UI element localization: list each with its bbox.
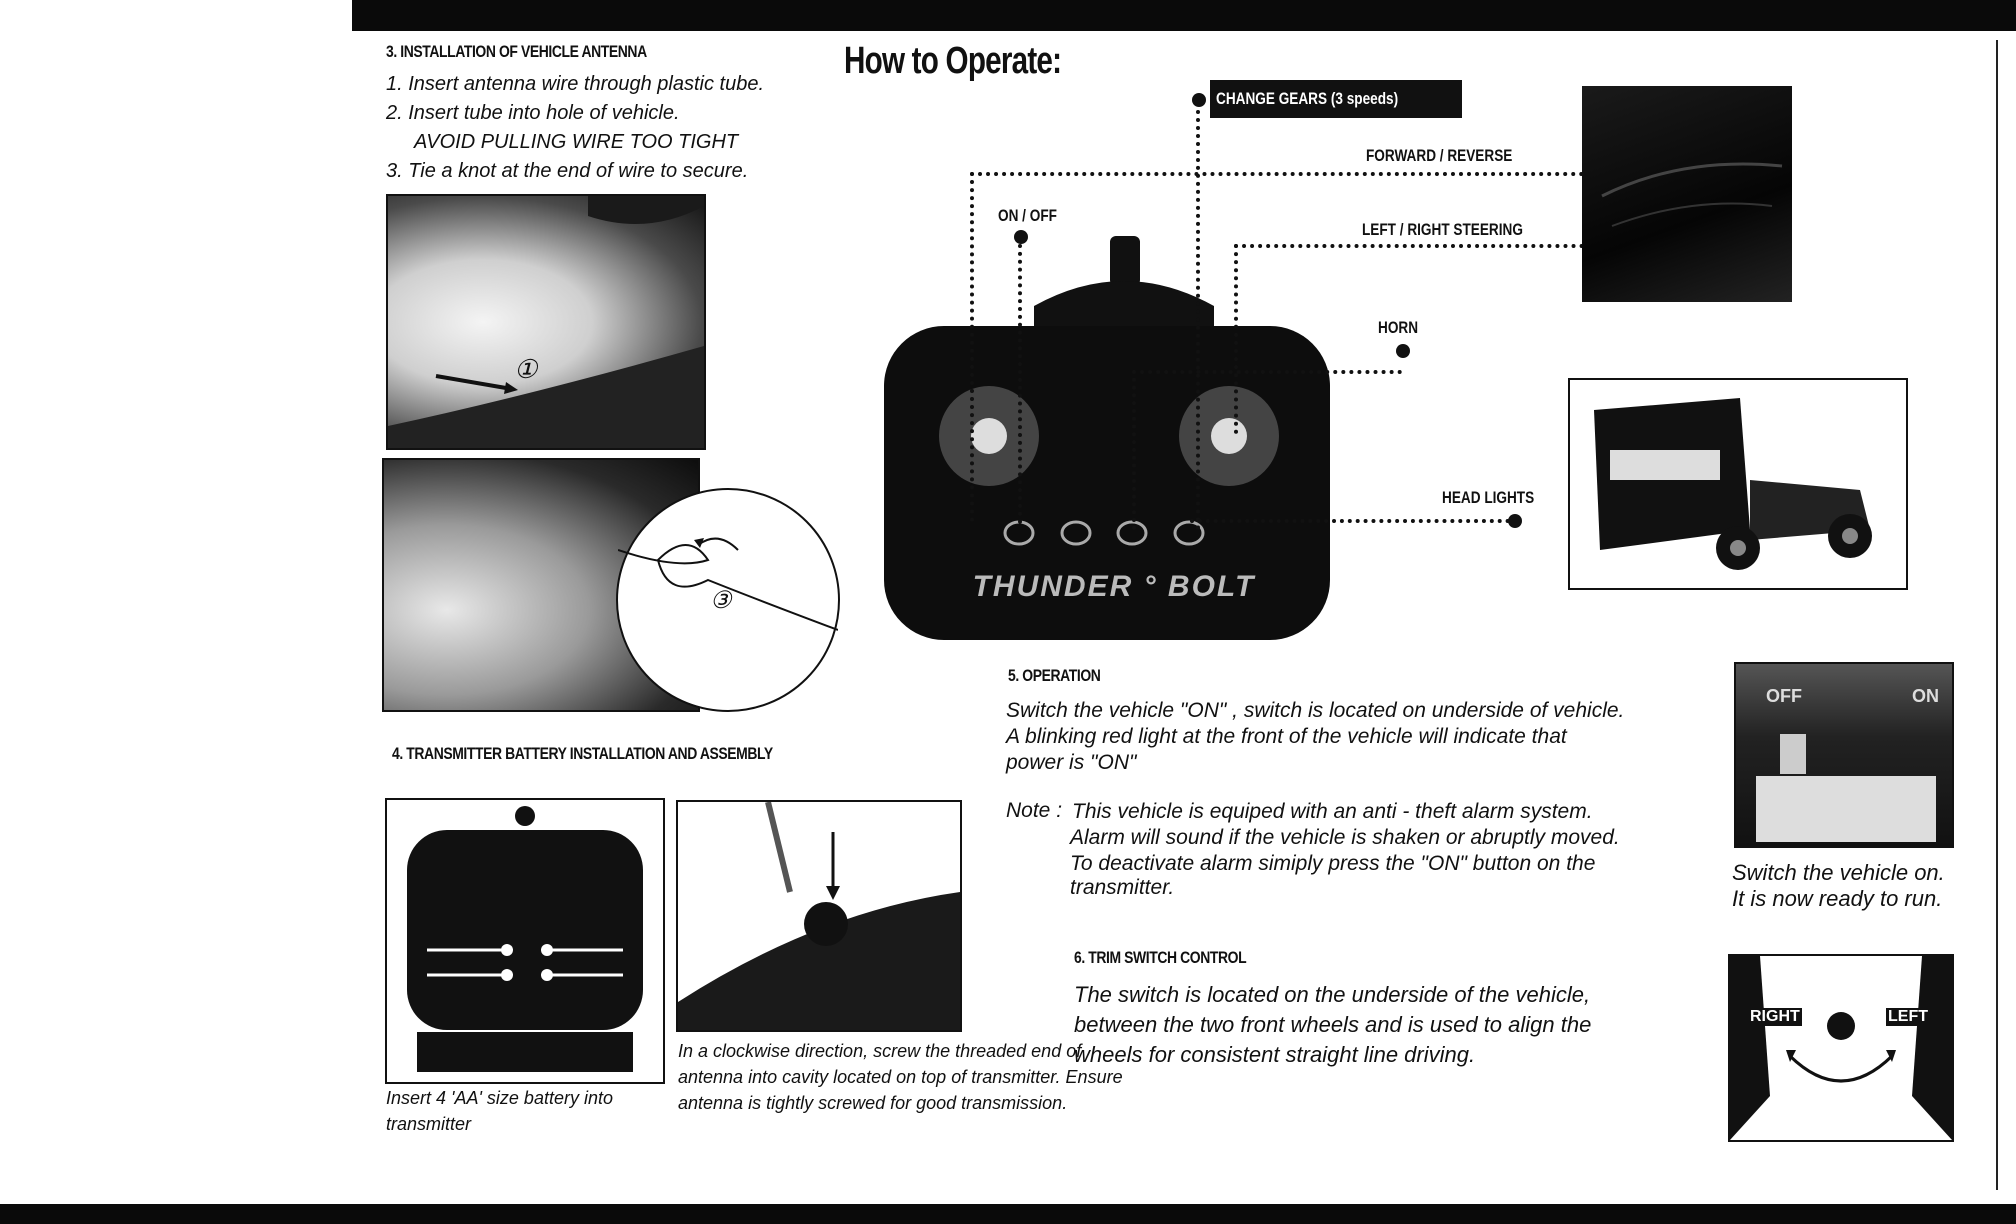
section5-line2: A blinking red light at the front of the vehicle will indicate that [1006, 725, 1567, 748]
antenna-photo-1 [386, 194, 706, 450]
on-off-label: ON / OFF [998, 206, 1057, 225]
battery-label [1756, 776, 1936, 842]
truck-photo [1568, 378, 1908, 590]
section5-line3: power is "ON" [1006, 751, 1137, 774]
forward-reverse-label: FORWARD / REVERSE [1366, 146, 1513, 165]
section6-title: 6. TRIM SWITCH CONTROL [1074, 948, 1247, 967]
section5-title: 5. OPERATION [1008, 666, 1101, 685]
head-lights-line [1190, 519, 1510, 523]
note-label: Note : [1006, 799, 1063, 822]
switch-on-text: ON [1912, 686, 1939, 706]
trim-photo [1728, 954, 1954, 1142]
section3-warning: AVOID PULLING WIRE TOO TIGHT [414, 131, 739, 153]
page-edge-line [1996, 40, 1998, 1190]
section6-line2: between the two front wheels and is used to align the [1074, 1012, 1592, 1037]
forward-reverse-drop [970, 172, 974, 522]
antenna-screw-image [676, 800, 962, 1032]
steering-drop [1234, 244, 1238, 434]
head-lights-label: HEAD LIGHTS [1442, 488, 1535, 507]
change-gears-label: CHANGE GEARS (3 speeds) [1216, 89, 1399, 108]
trim-left-label: LEFT [1888, 1008, 1928, 1025]
knot-detail-circle [616, 488, 840, 712]
horn-drop [1132, 370, 1136, 530]
transmitter-brand: THUNDER ° BOLT [972, 570, 1256, 603]
trim-right-label: RIGHT [1750, 1008, 1800, 1025]
horn-line [1132, 370, 1402, 374]
head-lights-dot [1508, 514, 1522, 528]
note-line1: This vehicle is equiped with an anti - theft alarm system. [1072, 800, 1593, 823]
steering-label: LEFT / RIGHT STEERING [1362, 220, 1523, 239]
note-line4: transmitter. [1070, 876, 1175, 899]
switch-photo [1734, 662, 1954, 848]
change-gears-label-box [1210, 80, 1462, 118]
section6-line3: wheels for consistent straight line driving. [1074, 1042, 1476, 1067]
section3-step1: 1. Insert antenna wire through plastic tube. [386, 73, 765, 95]
battery-caption: Insert 4 'AA' size battery into transmitter [386, 1088, 613, 1134]
forward-reverse-line [970, 172, 1584, 176]
top-bar [352, 0, 2016, 31]
section6-line1: The switch is located on the underside of the vehicle, [1074, 982, 1591, 1007]
antenna-caption: In a clockwise direction, screw the threaded end of antenna into cavity located on top of transmitter. Ensure antenna is tightly screwed for good transmission. [678, 1041, 1123, 1113]
battery-compartment-image [385, 798, 665, 1084]
horn-dot [1396, 344, 1410, 358]
marker-1: ① [514, 354, 538, 384]
note-line3: To deactivate alarm simiply press the "ON" button on the [1070, 852, 1596, 875]
transmitter-image [884, 236, 1330, 640]
section5-line1: Switch the vehicle "ON" , switch is located on underside of vehicle. [1006, 699, 1625, 722]
section3-step2: 2. Insert tube into hole of vehicle. [386, 102, 680, 124]
marker-3: ③ [710, 587, 732, 614]
section3-step3: 3. Tie a knot at the end of wire to secure. [386, 160, 749, 182]
section4-title: 4. TRANSMITTER BATTERY INSTALLATION AND ASSEMBLY [392, 744, 773, 763]
steering-line [1234, 244, 1584, 248]
change-gears-dot [1192, 93, 1206, 107]
switch-caption-1: Switch the vehicle on. [1732, 860, 1945, 885]
note-line2: Alarm will sound if the vehicle is shaken or abruptly moved. [1070, 826, 1620, 849]
bottom-bar [0, 1204, 2016, 1224]
on-off-dot [1014, 230, 1028, 244]
section3-title: 3. INSTALLATION OF VEHICLE ANTENNA [386, 42, 647, 61]
on-off-line [1018, 244, 1022, 524]
switch-slider [1780, 734, 1806, 774]
horn-label: HORN [1378, 318, 1419, 337]
switch-off-text: OFF [1766, 686, 1802, 706]
vehicle-night-photo [1582, 86, 1792, 302]
how-to-operate-title: How to Operate: [844, 40, 1062, 82]
switch-caption-2: It is now ready to run. [1732, 886, 1943, 911]
